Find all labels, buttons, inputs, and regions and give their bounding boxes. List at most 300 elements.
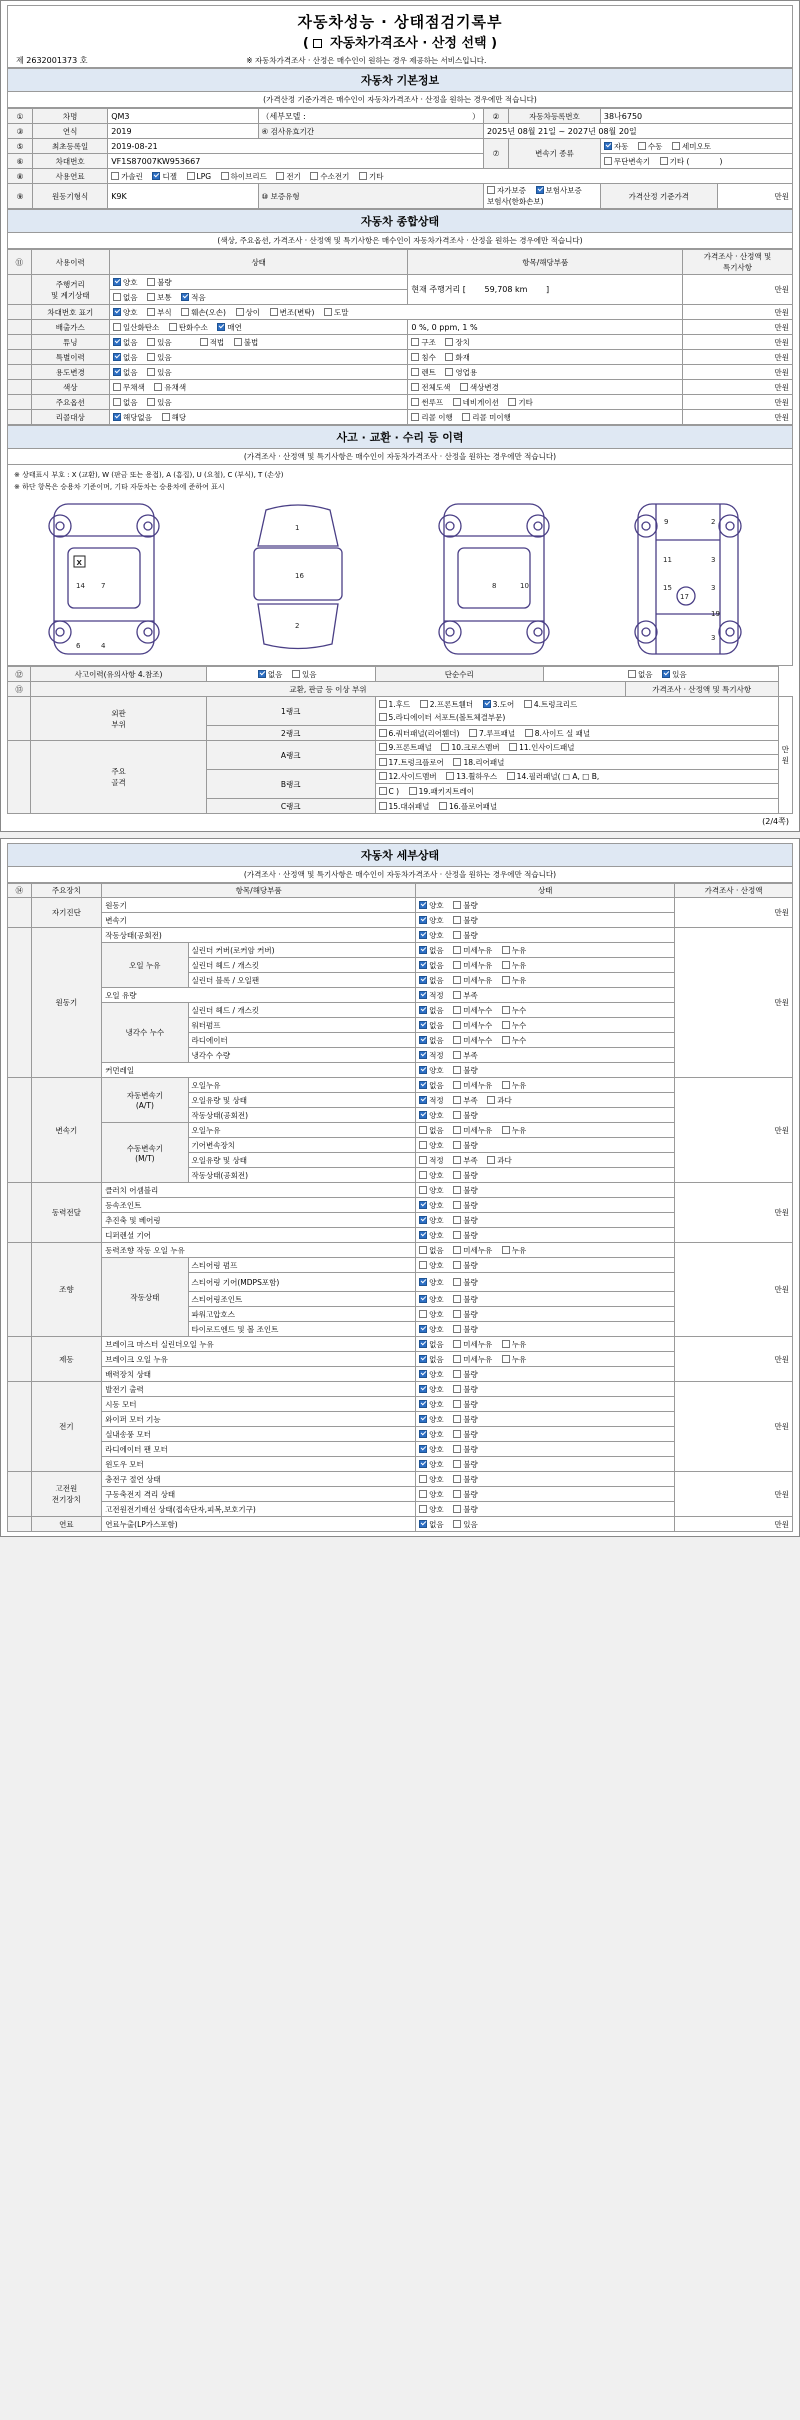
opt-fuel-hybrid[interactable]: 하이브리드 — [221, 171, 267, 182]
checkbox-icon[interactable] — [411, 398, 419, 406]
opt-good[interactable]: 양호 — [419, 1504, 444, 1515]
checkbox-checked-icon[interactable] — [419, 1216, 427, 1224]
checkbox-icon[interactable] — [453, 1520, 461, 1528]
checkbox-checked-icon[interactable] — [483, 700, 491, 708]
checkbox-icon[interactable] — [419, 1156, 427, 1164]
opt-achromatic[interactable]: 무채색 — [113, 382, 145, 393]
checkbox-checked-icon[interactable] — [419, 1520, 427, 1528]
opt-insufficient[interactable]: 부족 — [453, 990, 478, 1001]
opt-warranty-insurer[interactable]: 보험사보증 — [536, 185, 582, 196]
opt-none[interactable]: 없음 — [419, 1020, 444, 1031]
opt-pillar-panel[interactable]: 14.필러패널( □ A, □ B, — [507, 771, 600, 782]
checkbox-icon[interactable] — [453, 1385, 461, 1393]
opt-yes[interactable]: 있음 — [147, 367, 172, 378]
checkbox-icon[interactable] — [487, 186, 495, 194]
opt-none[interactable]: 없음 — [628, 669, 653, 680]
opt-micro-leak[interactable]: 미세누유 — [453, 945, 492, 956]
checkbox-icon[interactable] — [453, 1340, 461, 1348]
opt-sunroof[interactable]: 썬루프 — [411, 397, 443, 408]
checkbox-icon[interactable] — [147, 368, 155, 376]
checkbox-icon[interactable] — [221, 172, 229, 180]
opt-recall-not-done[interactable]: 리콜 미이행 — [462, 412, 511, 423]
checkbox-icon[interactable] — [453, 1370, 461, 1378]
checkbox-icon[interactable] — [638, 142, 646, 150]
checkbox-icon[interactable] — [419, 1126, 427, 1134]
opt-bad[interactable]: 불량 — [453, 1170, 478, 1181]
opt-none[interactable]: 없음 — [113, 352, 138, 363]
checkbox-icon[interactable] — [379, 787, 387, 795]
opt-good[interactable]: 양호 — [419, 1185, 444, 1196]
opt-leak[interactable]: 누유 — [502, 945, 527, 956]
checkbox-icon[interactable] — [453, 1096, 461, 1104]
opt-color-change[interactable]: 색상변경 — [460, 382, 499, 393]
opt-none[interactable]: 없음 — [419, 1080, 444, 1091]
checkbox-icon[interactable] — [507, 772, 515, 780]
checkbox-icon[interactable] — [445, 368, 453, 376]
opt-micro-leak[interactable]: 미세누유 — [453, 960, 492, 971]
opt-bad[interactable]: 불량 — [453, 1185, 478, 1196]
checkbox-icon[interactable] — [379, 743, 387, 751]
opt-bad[interactable]: 불량 — [453, 915, 478, 926]
checkbox-checked-icon[interactable] — [662, 670, 670, 678]
opt-good[interactable]: 양호 — [113, 307, 138, 318]
checkbox-icon[interactable] — [487, 1096, 495, 1104]
checkbox-icon[interactable] — [162, 413, 170, 421]
opt-painted[interactable]: 도말 — [324, 307, 349, 318]
checkbox-icon[interactable] — [502, 961, 510, 969]
opt-hood[interactable]: 1.후드 — [379, 699, 411, 710]
opt-bad[interactable]: 불량 — [453, 1277, 478, 1288]
opt-insufficient[interactable]: 부족 — [453, 1095, 478, 1106]
checkbox-checked-icon[interactable] — [152, 172, 160, 180]
checkbox-icon[interactable] — [111, 172, 119, 180]
opt-fuel-hydrogen[interactable]: 수소전기 — [310, 171, 349, 182]
opt-leak[interactable]: 누유 — [502, 975, 527, 986]
checkbox-icon[interactable] — [292, 670, 300, 678]
opt-bad[interactable]: 불량 — [453, 1230, 478, 1241]
opt-bad[interactable]: 불량 — [453, 1200, 478, 1211]
opt-fuel-lpg[interactable]: LPG — [187, 172, 212, 181]
checkbox-icon[interactable] — [453, 1126, 461, 1134]
checkbox-icon[interactable] — [453, 1445, 461, 1453]
checkbox-icon[interactable] — [453, 1201, 461, 1209]
opt-micro-leak[interactable]: 미세누유 — [453, 1080, 492, 1091]
opt-excess[interactable]: 과다 — [487, 1095, 512, 1106]
opt-micro-leak[interactable]: 미세누유 — [453, 975, 492, 986]
opt-cross-member[interactable]: 10.크로스멤버 — [441, 742, 499, 753]
opt-good[interactable]: 양호 — [419, 1384, 444, 1395]
checkbox-icon[interactable] — [441, 743, 449, 751]
checkbox-icon[interactable] — [502, 1340, 510, 1348]
checkbox-icon[interactable] — [453, 1430, 461, 1438]
checkbox-checked-icon[interactable] — [419, 1096, 427, 1104]
checkbox-icon[interactable] — [409, 787, 417, 795]
opt-bad[interactable]: 불량 — [453, 930, 478, 941]
opt-structure[interactable]: 구조 — [411, 337, 436, 348]
checkbox-icon[interactable] — [187, 172, 195, 180]
opt-yes[interactable]: 있음 — [147, 337, 172, 348]
opt-legal[interactable]: 적법 — [200, 337, 225, 348]
checkbox-icon[interactable] — [419, 1505, 427, 1513]
checkbox-icon[interactable] — [147, 308, 155, 316]
opt-radiator-support[interactable]: 5.라디에이터 서포트(볼트체결부문) — [379, 712, 506, 723]
opt-full-repaint[interactable]: 전체도색 — [411, 382, 450, 393]
opt-good[interactable]: 양호 — [419, 1399, 444, 1410]
checkbox-checked-icon[interactable] — [419, 1066, 427, 1074]
opt-rear-panel[interactable]: 18.리어패널 — [453, 757, 504, 768]
opt-side-member[interactable]: 12.사이드멤버 — [379, 771, 437, 782]
checkbox-checked-icon[interactable] — [419, 1006, 427, 1014]
checkbox-icon[interactable] — [419, 1186, 427, 1194]
opt-none[interactable]: 없음 — [419, 1125, 444, 1136]
checkbox-icon[interactable] — [469, 729, 477, 737]
opt-trans-manual[interactable]: 수동 — [638, 141, 663, 152]
checkbox-icon[interactable] — [628, 670, 636, 678]
opt-rent[interactable]: 렌트 — [411, 367, 436, 378]
checkbox-icon[interactable] — [359, 172, 367, 180]
checkbox-icon[interactable] — [453, 1231, 461, 1239]
checkbox-icon[interactable] — [379, 713, 387, 721]
checkbox-icon[interactable] — [453, 1415, 461, 1423]
checkbox-icon[interactable] — [453, 1400, 461, 1408]
checkbox-icon[interactable] — [460, 383, 468, 391]
opt-pillar-c[interactable]: C ) — [379, 787, 400, 796]
checkbox-icon[interactable] — [324, 308, 332, 316]
checkbox-icon[interactable] — [509, 743, 517, 751]
opt-wheel-house[interactable]: 13.휠하우스 — [446, 771, 497, 782]
opt-hc[interactable]: 탄화수소 — [169, 322, 208, 333]
opt-device[interactable]: 장치 — [445, 337, 470, 348]
opt-good[interactable]: 양호 — [419, 1200, 444, 1211]
checkbox-icon[interactable] — [236, 308, 244, 316]
opt-good[interactable]: 양호 — [419, 1459, 444, 1470]
checkbox-icon[interactable] — [419, 1310, 427, 1318]
checkbox-checked-icon[interactable] — [419, 1460, 427, 1468]
checkbox-icon[interactable] — [502, 1006, 510, 1014]
opt-fire[interactable]: 화재 — [445, 352, 470, 363]
opt-warranty-self[interactable]: 자가보증 — [487, 185, 526, 196]
opt-micro-leak[interactable]: 미세누유 — [453, 1245, 492, 1256]
opt-none[interactable]: 없음 — [419, 945, 444, 956]
opt-package-tray[interactable]: 19.패키지트레이 — [409, 786, 474, 797]
opt-bad[interactable]: 불량 — [147, 277, 172, 288]
opt-recall-done[interactable]: 리콜 이행 — [411, 412, 452, 423]
opt-insufficient[interactable]: 부족 — [453, 1050, 478, 1061]
opt-bad[interactable]: 불량 — [453, 1369, 478, 1380]
checkbox-icon[interactable] — [446, 772, 454, 780]
checkbox-icon[interactable] — [453, 1355, 461, 1363]
opt-good[interactable]: 양호 — [419, 1369, 444, 1380]
checkbox-checked-icon[interactable] — [419, 1325, 427, 1333]
opt-leak[interactable]: 누유 — [502, 1339, 527, 1350]
checkbox-icon[interactable] — [419, 1490, 427, 1498]
checkbox-checked-icon[interactable] — [217, 323, 225, 331]
opt-none[interactable]: 없음 — [113, 397, 138, 408]
opt-good[interactable]: 양호 — [419, 1489, 444, 1500]
checkbox-icon[interactable] — [453, 1066, 461, 1074]
opt-none[interactable]: 없음 — [419, 1519, 444, 1530]
opt-none[interactable]: 없음 — [258, 669, 283, 680]
opt-proper[interactable]: 적정 — [419, 1095, 444, 1106]
checkbox-checked-icon[interactable] — [258, 670, 266, 678]
opt-leak[interactable]: 누수 — [502, 1020, 527, 1031]
checkbox-icon[interactable] — [453, 946, 461, 954]
checkbox-icon[interactable] — [453, 901, 461, 909]
checkbox-icon[interactable] — [419, 1141, 427, 1149]
checkbox-checked-icon[interactable] — [419, 1445, 427, 1453]
checkbox-icon[interactable] — [379, 700, 387, 708]
checkbox-icon[interactable] — [453, 976, 461, 984]
opt-bad[interactable]: 불량 — [453, 1429, 478, 1440]
checkbox-icon[interactable] — [411, 368, 419, 376]
checkbox-icon[interactable] — [502, 1355, 510, 1363]
checkbox-icon[interactable] — [453, 1490, 461, 1498]
checkbox-icon[interactable] — [313, 39, 322, 48]
opt-none[interactable]: 없음 — [419, 975, 444, 986]
checkbox-icon[interactable] — [147, 398, 155, 406]
opt-altered[interactable]: 변조(변탁) — [270, 307, 315, 318]
checkbox-icon[interactable] — [453, 1325, 461, 1333]
opt-trans-cvt[interactable]: 무단변속기 — [604, 156, 650, 167]
checkbox-icon[interactable] — [502, 946, 510, 954]
checkbox-icon[interactable] — [411, 383, 419, 391]
opt-good[interactable]: 양호 — [419, 900, 444, 911]
checkbox-icon[interactable] — [419, 1171, 427, 1179]
opt-micro-leak[interactable]: 미세누수 — [453, 1035, 492, 1046]
opt-inside-panel[interactable]: 11.인사이드패널 — [509, 742, 574, 753]
opt-flood[interactable]: 침수 — [411, 352, 436, 363]
opt-micro-leak[interactable]: 미세누유 — [453, 1354, 492, 1365]
opt-micro-leak[interactable]: 미세누수 — [453, 1020, 492, 1031]
opt-bad[interactable]: 불량 — [453, 1309, 478, 1320]
checkbox-icon[interactable] — [453, 961, 461, 969]
checkbox-icon[interactable] — [411, 353, 419, 361]
checkbox-icon[interactable] — [453, 1246, 461, 1254]
opt-trans-etc[interactable]: 기타 ( ) — [660, 156, 723, 167]
opt-few[interactable]: 적음 — [181, 292, 206, 303]
opt-trunk-lid[interactable]: 4.트렁크리드 — [524, 699, 577, 710]
opt-none[interactable]: 없음 — [419, 1354, 444, 1365]
opt-good[interactable]: 양호 — [113, 277, 138, 288]
checkbox-checked-icon[interactable] — [419, 1036, 427, 1044]
opt-none[interactable]: 없음 — [113, 337, 138, 348]
checkbox-icon[interactable] — [660, 157, 668, 165]
opt-roof-panel[interactable]: 7.루프패널 — [469, 728, 515, 739]
opt-bad[interactable]: 불량 — [453, 1260, 478, 1271]
opt-none[interactable]: 없음 — [419, 1339, 444, 1350]
opt-front-panel[interactable]: 9.프론트패널 — [379, 742, 432, 753]
checkbox-icon[interactable] — [502, 1036, 510, 1044]
opt-damaged[interactable]: 훼손(오손) — [181, 307, 226, 318]
checkbox-icon[interactable] — [453, 1141, 461, 1149]
opt-bad[interactable]: 불량 — [453, 1474, 478, 1485]
checkbox-icon[interactable] — [154, 383, 162, 391]
checkbox-icon[interactable] — [502, 976, 510, 984]
checkbox-icon[interactable] — [453, 991, 461, 999]
opt-good[interactable]: 양호 — [419, 1414, 444, 1425]
checkbox-icon[interactable] — [147, 338, 155, 346]
checkbox-checked-icon[interactable] — [419, 916, 427, 924]
checkbox-icon[interactable] — [453, 1156, 461, 1164]
checkbox-checked-icon[interactable] — [419, 1021, 427, 1029]
opt-good[interactable]: 양호 — [419, 1429, 444, 1440]
opt-etc[interactable]: 기타 — [508, 397, 533, 408]
checkbox-icon[interactable] — [453, 1051, 461, 1059]
checkbox-icon[interactable] — [169, 323, 177, 331]
checkbox-checked-icon[interactable] — [419, 1278, 427, 1286]
opt-co[interactable]: 일산화탄소 — [113, 322, 159, 333]
checkbox-icon[interactable] — [411, 338, 419, 346]
opt-bad[interactable]: 불량 — [453, 1444, 478, 1455]
checkbox-icon[interactable] — [181, 308, 189, 316]
opt-bad[interactable]: 불량 — [453, 1459, 478, 1470]
opt-none[interactable]: 없음 — [419, 1035, 444, 1046]
opt-leak[interactable]: 누유 — [502, 1080, 527, 1091]
opt-bad[interactable]: 불량 — [453, 1384, 478, 1395]
checkbox-icon[interactable] — [604, 157, 612, 165]
opt-bad[interactable]: 불량 — [453, 1324, 478, 1335]
checkbox-icon[interactable] — [411, 413, 419, 421]
opt-good[interactable]: 양호 — [419, 1324, 444, 1335]
opt-commercial[interactable]: 영업용 — [445, 367, 477, 378]
checkbox-icon[interactable] — [379, 758, 387, 766]
checkbox-icon[interactable] — [276, 172, 284, 180]
checkbox-icon[interactable] — [453, 1278, 461, 1286]
checkbox-icon[interactable] — [453, 1261, 461, 1269]
opt-dash-panel[interactable]: 15.대쉬패널 — [379, 801, 430, 812]
opt-good[interactable]: 양호 — [419, 930, 444, 941]
opt-good[interactable]: 양호 — [419, 1170, 444, 1181]
opt-bad[interactable]: 불량 — [453, 900, 478, 911]
checkbox-checked-icon[interactable] — [113, 413, 121, 421]
opt-bad[interactable]: 불량 — [453, 1414, 478, 1425]
opt-good[interactable]: 양호 — [419, 1065, 444, 1076]
checkbox-checked-icon[interactable] — [419, 1355, 427, 1363]
checkbox-checked-icon[interactable] — [419, 1415, 427, 1423]
opt-fuel-gasoline[interactable]: 가솔린 — [111, 171, 143, 182]
checkbox-icon[interactable] — [310, 172, 318, 180]
opt-navigation[interactable]: 네비게이션 — [453, 397, 499, 408]
checkbox-icon[interactable] — [445, 338, 453, 346]
opt-none[interactable]: 없음 — [113, 292, 138, 303]
checkbox-checked-icon[interactable] — [419, 901, 427, 909]
opt-micro-leak[interactable]: 미세누유 — [453, 1125, 492, 1136]
checkbox-icon[interactable] — [453, 931, 461, 939]
checkbox-icon[interactable] — [672, 142, 680, 150]
opt-bad[interactable]: 불량 — [453, 1399, 478, 1410]
opt-fuel-electric[interactable]: 전기 — [276, 171, 301, 182]
checkbox-icon[interactable] — [502, 1021, 510, 1029]
checkbox-checked-icon[interactable] — [419, 1400, 427, 1408]
opt-good[interactable]: 양호 — [419, 1309, 444, 1320]
checkbox-checked-icon[interactable] — [419, 1051, 427, 1059]
checkbox-icon[interactable] — [502, 1246, 510, 1254]
checkbox-icon[interactable] — [419, 1261, 427, 1269]
opt-bad[interactable]: 불량 — [453, 1215, 478, 1226]
opt-yes[interactable]: 있음 — [662, 669, 687, 680]
checkbox-icon[interactable] — [453, 758, 461, 766]
checkbox-icon[interactable] — [234, 338, 242, 346]
checkbox-icon[interactable] — [379, 729, 387, 737]
opt-good[interactable]: 양호 — [419, 1260, 444, 1271]
checkbox-checked-icon[interactable] — [419, 991, 427, 999]
checkbox-icon[interactable] — [445, 353, 453, 361]
opt-good[interactable]: 양호 — [419, 1215, 444, 1226]
opt-chromatic[interactable]: 유채색 — [154, 382, 186, 393]
opt-yes[interactable]: 있음 — [147, 352, 172, 363]
opt-front-fender[interactable]: 2.프론트휀더 — [420, 699, 473, 710]
opt-illegal[interactable]: 불법 — [234, 337, 259, 348]
opt-bad[interactable]: 불량 — [453, 1489, 478, 1500]
opt-micro-leak[interactable]: 미세누유 — [453, 1339, 492, 1350]
opt-bad[interactable]: 불량 — [453, 1504, 478, 1515]
checkbox-checked-icon[interactable] — [419, 1231, 427, 1239]
checkbox-icon[interactable] — [453, 1460, 461, 1468]
checkbox-checked-icon[interactable] — [419, 1385, 427, 1393]
checkbox-checked-icon[interactable] — [419, 1111, 427, 1119]
checkbox-icon[interactable] — [453, 1171, 461, 1179]
opt-leak[interactable]: 누유 — [502, 1354, 527, 1365]
checkbox-icon[interactable] — [419, 1475, 427, 1483]
opt-good[interactable]: 양호 — [419, 1110, 444, 1121]
checkbox-icon[interactable] — [453, 398, 461, 406]
opt-leak[interactable]: 누수 — [502, 1035, 527, 1046]
opt-floor-panel[interactable]: 16.플로어패널 — [439, 801, 497, 812]
opt-yes[interactable]: 있음 — [147, 397, 172, 408]
checkbox-icon[interactable] — [502, 1081, 510, 1089]
checkbox-checked-icon[interactable] — [419, 1370, 427, 1378]
checkbox-icon[interactable] — [453, 1505, 461, 1513]
opt-proper[interactable]: 적정 — [419, 990, 444, 1001]
checkbox-icon[interactable] — [113, 383, 121, 391]
checkbox-checked-icon[interactable] — [113, 308, 121, 316]
opt-yes[interactable]: 있음 — [292, 669, 317, 680]
opt-bad[interactable]: 불량 — [453, 1294, 478, 1305]
opt-quarter-panel[interactable]: 6.쿼터패널(리어휀더) — [379, 728, 460, 739]
checkbox-icon[interactable] — [200, 338, 208, 346]
checkbox-checked-icon[interactable] — [419, 1340, 427, 1348]
opt-good[interactable]: 양호 — [419, 1277, 444, 1288]
checkbox-icon[interactable] — [453, 1006, 461, 1014]
opt-leak[interactable]: 누유 — [502, 1245, 527, 1256]
checkbox-checked-icon[interactable] — [419, 1430, 427, 1438]
checkbox-icon[interactable] — [453, 1186, 461, 1194]
checkbox-icon[interactable] — [419, 1246, 427, 1254]
checkbox-icon[interactable] — [113, 398, 121, 406]
checkbox-icon[interactable] — [147, 353, 155, 361]
opt-fuel-etc[interactable]: 기타 — [359, 171, 384, 182]
opt-none[interactable]: 없음 — [419, 1005, 444, 1016]
checkbox-icon[interactable] — [379, 772, 387, 780]
checkbox-checked-icon[interactable] — [181, 293, 189, 301]
checkbox-icon[interactable] — [453, 1295, 461, 1303]
checkbox-checked-icon[interactable] — [604, 142, 612, 150]
checkbox-icon[interactable] — [147, 278, 155, 286]
opt-door[interactable]: 3.도어 — [483, 699, 515, 710]
opt-bad[interactable]: 불량 — [453, 1065, 478, 1076]
checkbox-icon[interactable] — [453, 1310, 461, 1318]
checkbox-icon[interactable] — [113, 293, 121, 301]
checkbox-icon[interactable] — [270, 308, 278, 316]
opt-smoke[interactable]: 매연 — [217, 322, 242, 333]
opt-insufficient[interactable]: 부족 — [453, 1155, 478, 1166]
checkbox-icon[interactable] — [147, 293, 155, 301]
checkbox-icon[interactable] — [462, 413, 470, 421]
checkbox-checked-icon[interactable] — [419, 1201, 427, 1209]
checkbox-icon[interactable] — [502, 1126, 510, 1134]
opt-good[interactable]: 양호 — [419, 915, 444, 926]
checkbox-icon[interactable] — [453, 1081, 461, 1089]
